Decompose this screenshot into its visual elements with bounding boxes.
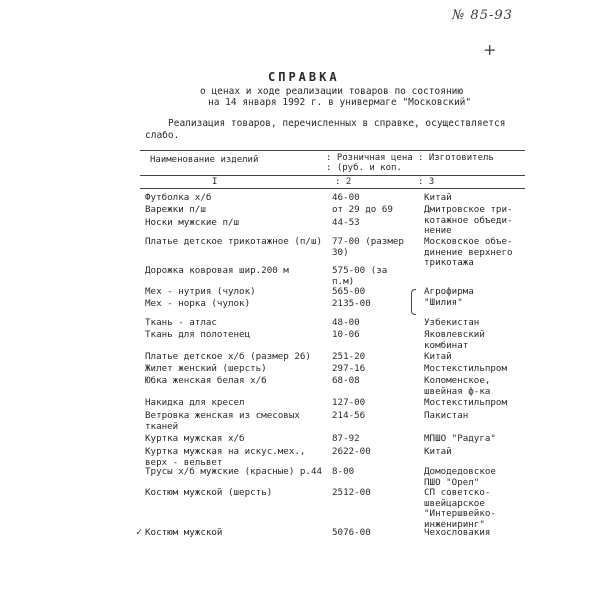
- row-name: Трусы х/б мужские (красные) р.44: [145, 466, 323, 477]
- row-name: Дорожка ковровая шир.200 м: [145, 265, 289, 276]
- row-maker: Агрофирма "Шилия": [424, 286, 474, 308]
- handwritten-mark: +: [483, 40, 498, 59]
- row-price: 2512-00: [332, 487, 371, 498]
- row-price: 214-56: [332, 410, 366, 421]
- header-maker: : Изготовитель: [418, 153, 494, 163]
- row-maker: Дмитровское три- котажное объеди- нение: [424, 204, 513, 236]
- header-bottom-rule: [140, 188, 525, 189]
- colnum-price: : 2: [335, 177, 352, 187]
- row-name: Носки мужские п/ш: [145, 217, 240, 228]
- row-price: 8-00: [332, 466, 355, 477]
- row-price: 297-16: [332, 363, 366, 374]
- row-maker: Домодедовское ПШО "Орел": [424, 466, 496, 488]
- row-name: Юбка женская белая х/б: [145, 375, 267, 386]
- header-name: Наименование изделий: [150, 155, 259, 165]
- row-price: 77-00 (размер 30): [332, 236, 404, 258]
- row-price: 46-00: [332, 192, 360, 203]
- row-name: Футболка х/б: [145, 192, 212, 203]
- row-name: Мех - нутрия (чулок): [145, 286, 256, 297]
- row-maker: СП советско- швейцарское "Интершвейко- инжениринг": [424, 487, 496, 530]
- check-mark: ✓: [136, 527, 143, 538]
- row-maker: Мостекстильпром: [424, 397, 507, 408]
- row-maker: Китай: [424, 446, 452, 457]
- row-price: 10-06: [332, 329, 360, 340]
- row-maker: Пакистан: [424, 410, 469, 421]
- row-name: Ветровка женская из смесовых тканей: [145, 410, 300, 432]
- document-title: СПРАВКА: [268, 70, 340, 84]
- table-top-rule: [140, 150, 525, 151]
- row-name: Платье детское х/б (размер 26): [145, 351, 311, 362]
- row-price: 575-00 (за п.м): [332, 265, 388, 287]
- row-price: 68-08: [332, 375, 360, 386]
- colnum-maker: : 3: [418, 177, 435, 187]
- row-maker: Китай: [424, 351, 452, 362]
- row-price: 48-00: [332, 317, 360, 328]
- header-price-line-1: : Розничная цена: [326, 153, 413, 163]
- row-price: 2622-00: [332, 446, 371, 457]
- row-name: Варежки п/ш: [145, 204, 206, 215]
- row-price: 2135-00: [332, 298, 371, 309]
- subtitle-line-1: о ценах и ходе реализации товаров по состоянию: [200, 86, 464, 97]
- intro-line-1: Реализация товаров, перечисленных в справке, осуществляется: [168, 118, 506, 129]
- row-price: 251-20: [332, 351, 366, 362]
- row-maker: Мостекстильпром: [424, 363, 507, 374]
- colnum-name: I: [212, 177, 218, 187]
- row-price: 565-00: [332, 286, 366, 297]
- header-mid-rule: [140, 175, 525, 176]
- row-price: 44-53: [332, 217, 360, 228]
- row-maker: Яковлевский комбинат: [424, 329, 485, 351]
- handwritten-number: № 85-93: [452, 8, 513, 23]
- row-name: Платье детское трикотажное (п/ш): [145, 236, 323, 247]
- row-name: Куртка мужская х/б: [145, 433, 245, 444]
- header-price-line-2: : (руб. и коп.: [326, 163, 402, 173]
- row-maker: Узбекистан: [424, 317, 480, 328]
- row-maker: Московское объе- динение верхнего трикотажа: [424, 236, 513, 268]
- row-price: 5076-00: [332, 527, 371, 538]
- row-maker: Чехословакия: [424, 527, 491, 538]
- row-name: Костюм мужской: [145, 527, 223, 538]
- row-name: Костюм мужской (шерсть): [145, 487, 273, 498]
- row-name: Мех - норка (чулок): [145, 298, 251, 309]
- row-price: от 29 до 69: [332, 204, 393, 215]
- row-price: 127-00: [332, 397, 366, 408]
- row-name: Куртка мужская на искус.мех., верх - вельвет: [145, 446, 306, 468]
- row-maker: МПШО "Радуга": [424, 433, 496, 444]
- row-name: Жилет женский (шерсть): [145, 363, 267, 374]
- row-name: Накидка для кресел: [145, 397, 245, 408]
- row-maker: Коломенское, швейная ф-ка: [424, 375, 491, 397]
- intro-line-2: слабо.: [145, 130, 180, 141]
- row-name: Ткань - атлас: [145, 317, 217, 328]
- subtitle-line-2: на 14 января 1992 г. в универмаге "Московский": [208, 97, 472, 108]
- row-maker: Китай: [424, 192, 452, 203]
- row-price: 87-92: [332, 433, 360, 444]
- row-name: Ткань для полотенец: [145, 329, 251, 340]
